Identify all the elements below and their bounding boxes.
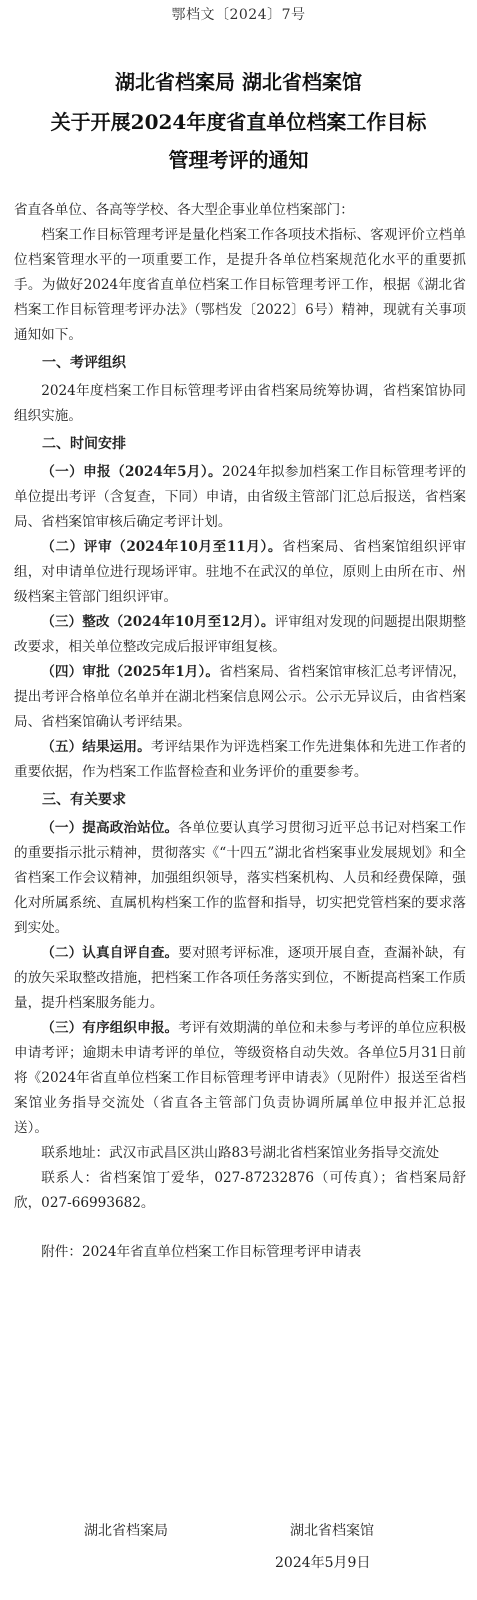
document-body [14,198,466,1265]
title-line-2: 关于开展2024年度省直单位档案工作目标 [50,110,427,134]
requirement-item-lead: （三）有序组织申报。 [41,1020,179,1036]
spacer [14,1216,466,1240]
schedule-item-text: 考评结果作为评选档案工作先进集体和先进工作者的重要依据，作为档案工作监督检查和业务评价的重要参考。 [14,739,467,780]
schedule-item-text: 省档案局、省档案馆审核汇总考评情况，提出考评合格单位名单并在湖北档案信息网公示。公示无异议后，由省档案局、省档案馆确认考评结果。 [14,664,467,730]
section-organization-text: 2024年度档案工作目标管理考评由省档案局统筹协调，省档案馆协同组织实施。 [14,383,466,424]
schedule-item [14,535,466,610]
signature-org-bureau: 湖北省档案局 [84,1523,168,1539]
schedule-item [14,460,466,535]
signature-org-archives: 湖北省档案馆 [290,1523,374,1539]
requirement-item-text: 各单位要认真学习贯彻习近平总书记对档案工作的重要指示批示精神，贯彻落实《“十四五”湖北省档案事业发展规划》和全省档案工作会议精神，加强组织领导，落实档案机构、人员和经费保障，强化对所属系统、直属机构档案工作的监督和指导，切实把党管档案的要求落到实处。 [14,820,467,936]
requirement-item [14,816,466,941]
requirement-item [14,941,466,1016]
schedule-item-text: 省档案局、省档案馆组织评审组，对申请单位进行现场评审。驻地不在武汉的单位，原则上由所在市、州级档案主管部门组织评审。 [14,539,466,605]
section-heading-requirements: 三、有关要求 [42,792,126,808]
schedule-item-lead: （四）审批（2025年1月）。 [41,664,220,680]
requirement-item-text: 考评有效期满的单位和未参与考评的单位应积极申请考评；逾期未申请考评的单位，等级资格自动失效。各单位5月31日前将《2024年省直单位档案工作目标管理考评申请表》（见附件）报送至省档案馆业务指导交流处（省直各主管部门负责协调所属单位申报并汇总报送）。 [14,1020,467,1136]
title-issuers: 湖北省档案局 湖北省档案馆 [115,70,362,94]
attachment-note: 附件：2024年省直单位档案工作目标管理考评申请表 [41,1244,362,1260]
requirement-item-lead: （一）提高政治站位。 [41,820,179,836]
requirement-item-lead: （二）认真自评自查。 [41,945,179,961]
title-line-3: 管理考评的通知 [168,148,309,172]
schedule-item-lead: （二）评审（2024年10月至11月）。 [41,539,283,555]
schedule-item-lead: （五）结果运用。 [41,739,151,755]
contact-address: 联系地址：武汉市武昌区洪山路83号湖北省档案馆业务指导交流处 [41,1145,440,1161]
schedule-item-text: 2024年拟参加档案工作目标管理考评的单位提出考评（含复查，下同）申请，由省级主管部门汇总后报送，省档案局、省档案馆审核后确定考评计划。 [14,464,466,530]
requirement-item-text: 要对照考评标准，逐项开展自查，查漏补缺，有的放矢采取整改措施，把档案工作各项任务落实到位，不断提高档案工作质量，提升档案服务能力。 [14,945,467,1011]
signature-block [0,1512,477,1572]
schedule-item [14,660,466,735]
requirement-item [14,1016,466,1141]
signature-date: 2024年5月9日 [275,1555,371,1571]
section-heading-organization: 一、考评组织 [42,355,126,371]
addressee: 省直各单位、各高等学校、各大型企事业单位档案部门： [14,202,354,218]
section-heading-schedule: 二、时间安排 [42,436,126,452]
schedule-item-lead: （一）申报（2024年5月）。 [41,464,222,480]
schedule-item-lead: （三）整改（2024年10月至12月）。 [41,614,275,630]
schedule-item [14,610,466,660]
contact-persons: 联系人：省档案馆丁爱华，027-87232876（可传真）；省档案局舒欣，027-66993682。 [14,1170,466,1211]
intro-paragraph: 档案工作目标管理考评是量化档案工作各项技术指标、客观评价立档单位档案管理水平的一项重要工作，是提升各单位档案规范化水平的重要抓手。为做好2024年度省直单位档案工作目标管理考评工作，根据《湖北省档案工作目标管理考评办法》（鄂档发〔2022〕6号）精神，现就有关事项通知如下。 [14,227,466,343]
document-number: 鄂档文〔2024〕7号 [171,7,306,23]
schedule-item-text: 评审组对发现的问题提出限期整改要求，相关单位整改完成后报评审组复核。 [14,614,467,655]
schedule-item [14,735,466,785]
